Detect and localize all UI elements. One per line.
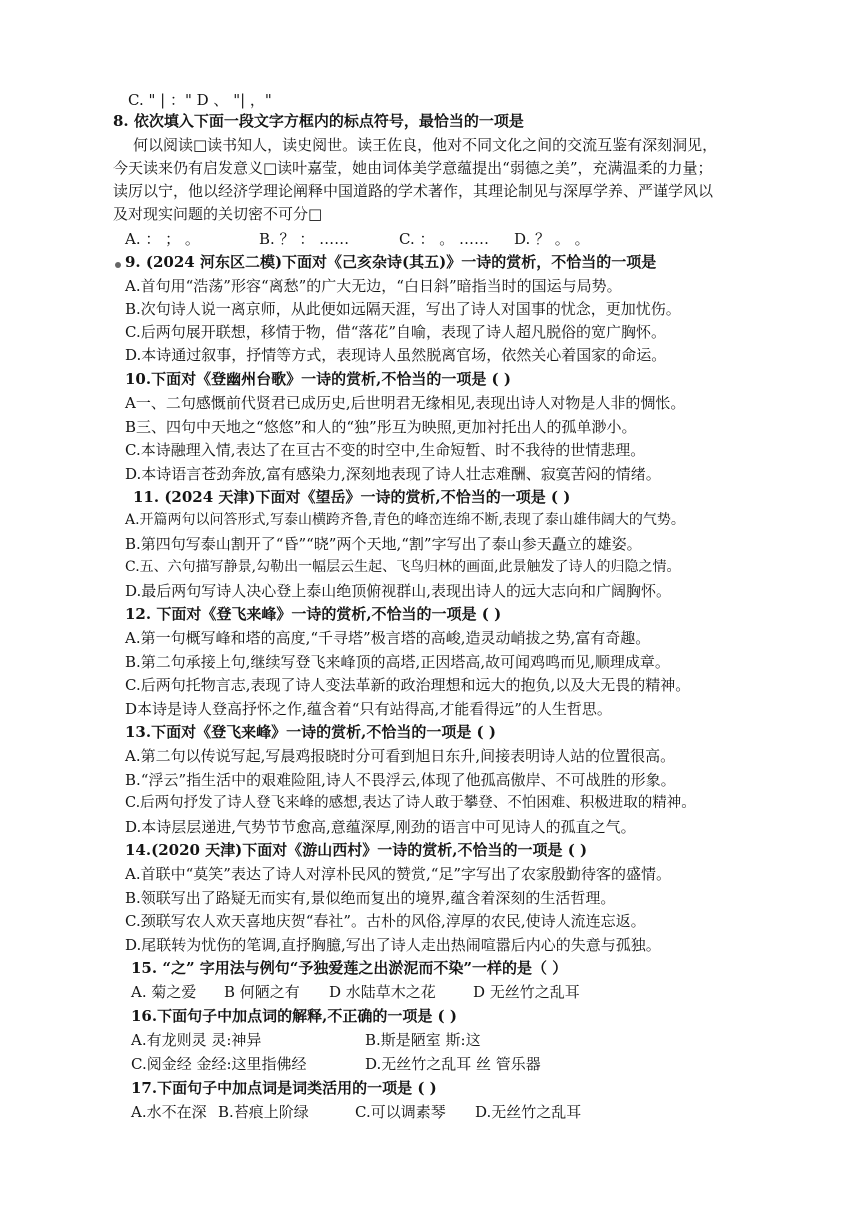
question-14-stem: 14.(2020 天津)下面对《游山西村》一诗的赏析,不恰当的一项是 ( ): [125, 841, 588, 859]
q12-option-c: C.后两句托物言志,表现了诗人变法革新的政治理想和远大的抱负,以及大无畏的精神。: [125, 676, 691, 694]
q15-option-a: A. 菊之爱: [131, 983, 197, 1001]
q15-option-b: B 何陋之有: [224, 983, 300, 1001]
q9-option-a: A.首句用“浩荡”形容“离愁”的广大无边，“白日斜”暗指当时的国运与局势。: [125, 277, 622, 295]
q8-passage-line: 何以阅读□读书知人，读史阅世。读王佐良，他对不同文化之间的交流互鉴有深刻洞见，: [133, 136, 718, 154]
q14-option-c: C.颈联写农人欢天喜地庆贺“春社”。古朴的风俗,淳厚的农民,使诗人流连忘返。: [125, 912, 646, 930]
question-10-stem: 10.下面对《登幽州台歌》一诗的赏析,不恰当的一项是 ( ): [125, 370, 511, 388]
question-9-stem: 9. (2024 河东区二模)下面对《己亥杂诗(其五)》一诗的赏析，不恰当的一项是: [125, 253, 657, 271]
q13-option-a: A.第二句以传说写起,写晨鸡报晓时分可看到旭日东升,间接表明诗人站的位置很高。: [125, 747, 676, 765]
q11-option-b: B.第四句写泰山割开了“昏”“晓”两个天地,“割”字写出了泰山参天矗立的雄姿。: [125, 535, 642, 553]
q14-option-d: D.尾联转为忧伤的笔调,直抒胸臆,写出了诗人走出热闹喧嚣后内心的失意与孤独。: [125, 936, 661, 954]
q11-option-d: D.最后两句写诗人决心登上泰山绝顶俯视群山,表现出诗人的远大志向和广阔胸怀。: [125, 582, 672, 600]
q15-option-d: D 无丝竹之乱耳: [473, 983, 580, 1001]
top-option-line: C. " | ：" D 、 "| ，": [128, 91, 272, 109]
q12-option-a: A.第一句概写峰和塔的高度,“千寻塔”极言塔的高峻,造灵动峭拔之势,富有奇趣。: [125, 629, 651, 647]
q10-option-a: A一、二句感慨前代贤君已成历史,后世明君无缘相见,表现出诗人对物是人非的惆怅。: [125, 394, 686, 412]
q12-option-d: D本诗是诗人登高抒怀之作,蕴含着“只有站得高,才能看得远”的人生哲思。: [125, 700, 612, 718]
q16-option-c: C.阅金经 金经:这里指佛经: [131, 1055, 307, 1073]
question-11-stem: 11. (2024 天津)下面对《望岳》一诗的赏析,不恰当的一项是 ( ): [133, 488, 571, 506]
question-15-stem: 15. “之” 字用法与例句“予独爱莲之出淤泥而不染”一样的是（ ）: [131, 959, 568, 977]
q10-option-d: D.本诗语言苍劲奔放,富有感染力,深刻地表现了诗人壮志难酬、寂寞苦闷的情绪。: [125, 465, 661, 483]
margin-dot: [115, 262, 121, 268]
q15-option-c: D 水陆草木之花: [329, 983, 436, 1001]
q8-passage-line: 读厉以宁，他以经济学理论阐释中国道路的学术著作，其理论制见与深厚学养、严谨学风以: [113, 182, 714, 200]
q9-option-b: B.次句诗人说一离京师，从此便如远隔天涯，写出了诗人对国事的忧念，更加忧伤。: [125, 300, 681, 318]
q9-option-d: D.本诗通过叙事，抒情等方式，表现诗人虽然脱离官场，依然关心着国家的命运。: [125, 346, 667, 364]
q17-option-b: B.苔痕上阶绿: [218, 1103, 309, 1121]
q16-option-d: D.无丝竹之乱耳 丝 管乐器: [365, 1055, 541, 1073]
question-8-stem: 8. 依次填入下面一段文字方框内的标点符号，最恰当的一项是: [113, 112, 524, 130]
question-13-stem: 13.下面对《登飞来峰》一诗的赏析,不恰当的一项是 ( ): [125, 723, 496, 741]
q8-passage-line: 今天读来仍有启发意义□读叶嘉莹，她由词体美学意蕴提出“弱德之美”，充满温柔的力量；: [113, 159, 713, 177]
q8-option-d: D. ？ 。 。: [514, 230, 590, 248]
question-17-stem: 17.下面句子中加点词是词类活用的一项是 ( ): [131, 1079, 437, 1097]
q10-option-c: C.本诗融理入情,表达了在亘古不变的时空中,生命短暂、时不我待的世情悲理。: [125, 441, 646, 459]
q8-option-c: C. ： 。 ……: [399, 230, 490, 248]
q8-option-b: B. ？ ： ……: [259, 230, 350, 248]
q14-option-b: B.领联写出了路疑无而实有,景似绝而复出的境界,蕴含着深刻的生活哲理。: [125, 889, 616, 907]
q10-option-b: B三、四句中天地之“悠悠”和人的“独”彤互为映照,更加衬托出人的孤单渺小。: [125, 418, 637, 436]
q17-option-a: A.水不在深: [131, 1103, 207, 1121]
q12-option-b: B.第二句承接上句,继续写登飞来峰顶的高塔,正因塔高,故可闻鸡鸣而见,顺理成章。: [125, 653, 670, 671]
q11-option-a: A.开篇两句以问答形式,写泰山横跨齐鲁,青色的峰峦连绵不断,表现了泰山雄伟阔大的气势。: [125, 512, 685, 528]
q17-option-c: C.可以调素琴: [355, 1103, 446, 1121]
question-16-stem: 16.下面句子中加点词的解释,不正确的一项是 ( ): [131, 1007, 457, 1025]
q13-option-d: D.本诗层层递进,气势节节愈高,意蕴深厚,刚劲的语言中可见诗人的孤直之气。: [125, 818, 636, 836]
q8-passage-line: 及对现实问题的关切密不可分□: [113, 205, 323, 223]
q11-option-c: C.五、六句描写静景,勾勒出一幅层云生起、飞鸟归林的画面,此景触发了诗人的归隐之情。: [125, 559, 681, 575]
q9-option-c: C.后两句展开联想，移情于物，借“落花”自喻，表现了诗人超凡脱俗的宽广胸怀。: [125, 323, 667, 341]
q8-option-a: A. ： ； 。: [125, 230, 200, 248]
q17-option-d: D.无丝竹之乱耳: [475, 1103, 582, 1121]
q13-option-b: B.“浮云”指生活中的艰难险阻,诗人不畏浮云,体现了他孤高傲岸、不可战胜的形象。: [125, 771, 676, 789]
q14-option-a: A.首联中“莫笑”表达了诗人对淳朴民风的赞赏,“足”字写出了农家殷勤待客的盛情。: [125, 865, 672, 883]
question-12-stem: 12. 下面对《登飞来峰》一诗的赏析,不恰当的一项是 ( ): [125, 605, 502, 623]
q16-option-a: A.有龙则灵 灵:神异: [131, 1031, 262, 1049]
q16-option-b: B.斯是陋室 斯:这: [365, 1031, 481, 1049]
q13-option-c: C.后两句抒发了诗人登飞来峰的感想,表达了诗人敢于攀登、不怕困难、积极进取的精神。: [125, 795, 696, 811]
